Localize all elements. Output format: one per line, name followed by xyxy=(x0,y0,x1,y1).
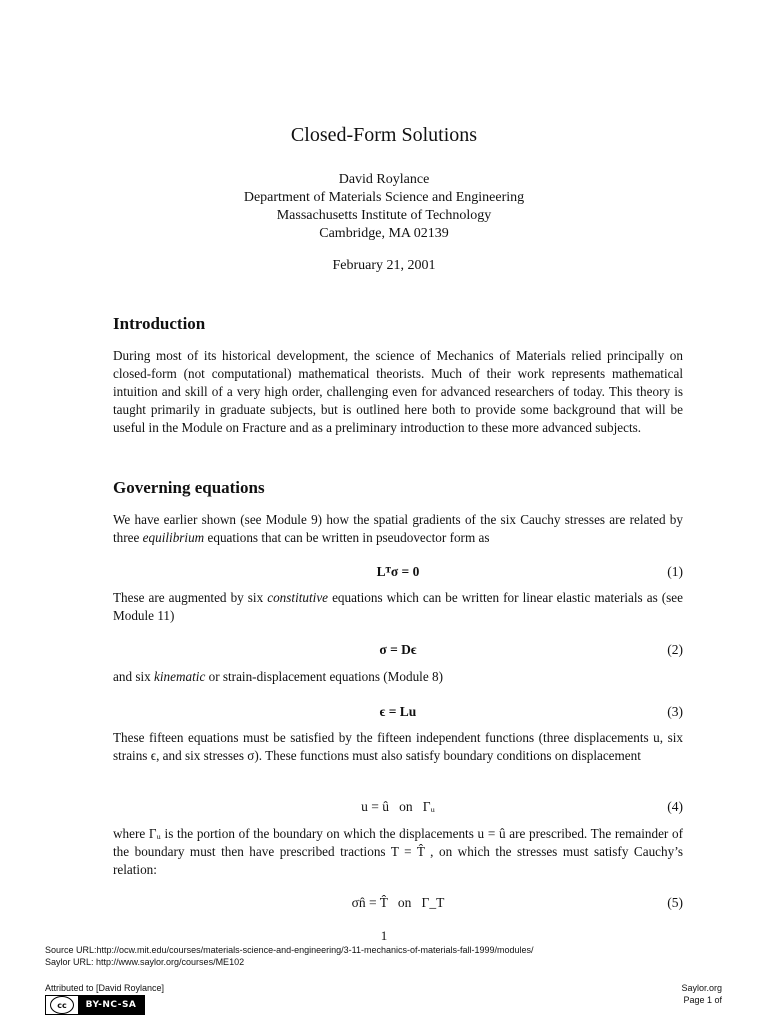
equation-3 xyxy=(113,704,683,722)
section-heading-governing: Governing equations xyxy=(113,478,265,497)
equation-3-expression: ϵ = Lu xyxy=(379,704,417,719)
section-heading-introduction: Introduction xyxy=(113,314,206,333)
equation-5-expression: σn̂ = T̂ on Γ_T xyxy=(351,895,445,910)
governing-paragraph-5: where Γᵤ is the portion of the boundary on which the displacements u = û are prescribed. The remainder of the boundary must then have prescribed tractions T = T̂ , on which the stresses must satisfy Cauchy’s relation: xyxy=(113,826,683,877)
equation-2 xyxy=(113,642,683,660)
page-of-label: Page 1 of xyxy=(683,995,722,1005)
paper-date: February 21, 2001 xyxy=(332,258,436,273)
equation-1-number: (1) xyxy=(667,564,683,579)
equation-4-expression: u = û on Γᵤ xyxy=(361,799,435,814)
page-number: 1 xyxy=(380,928,388,943)
equation-3-number: (3) xyxy=(667,704,683,719)
saylor-url[interactable]: Saylor URL: http://www.saylor.org/courses/ME102 xyxy=(45,957,245,967)
author-block xyxy=(0,171,768,243)
introduction-paragraph: During most of its historical development, the science of Mechanics of Materials relied principally on closed-form (not computational) mathematical theorists. Much of their work represents mathematical intuition and skill of a very high order, challenging even for advanced researchers of today. This theory is taught primarily in graduate subjects, but is outlined here both to provide some background that will be useful in the Module on Fracture and as a preliminary introduction to these more advanced subjects. xyxy=(113,348,683,435)
governing-paragraph-4: These fifteen equations must be satisfied by the fifteen independent functions (three displacements u, six strains ϵ, and six stresses σ). These functions must also satisfy boundary conditions on displacement xyxy=(113,730,683,763)
equation-4-number: (4) xyxy=(667,799,683,814)
equation-2-number: (2) xyxy=(667,642,683,657)
creative-commons-icon: cc xyxy=(50,996,74,1014)
author-department: Department of Materials Science and Engineering xyxy=(243,190,525,205)
paper-title: Closed-Form Solutions xyxy=(290,124,478,146)
attribution-text: Attributed to [David Roylance] xyxy=(45,983,165,993)
governing-paragraph-3: and six kinematic or strain-displacement equations (Module 8) xyxy=(113,669,443,684)
governing-paragraph-1: We have earlier shown (see Module 9) how the spatial gradients of the six Cauchy stresses are related by three equilibrium equations that can be written in pseudovector form as xyxy=(113,512,683,545)
equation-5-number: (5) xyxy=(667,895,683,910)
license-label: BY-NC-SA xyxy=(78,996,144,1014)
author-address: Cambridge, MA 02139 xyxy=(319,226,449,241)
footer-urls xyxy=(45,944,534,968)
author-name: David Roylance xyxy=(338,172,430,187)
equation-4 xyxy=(113,799,683,817)
saylor-site-label: Saylor.org xyxy=(681,983,722,993)
equation-2-expression: σ = Dϵ xyxy=(379,642,417,657)
equation-1 xyxy=(113,564,683,582)
footer-right xyxy=(681,982,722,1006)
equation-1-expression: Lᵀσ = 0 xyxy=(376,564,420,579)
governing-paragraph-2: These are augmented by six constitutive equations which can be written for linear elastic materials as (see Module 11) xyxy=(113,590,683,623)
equation-5 xyxy=(113,895,683,913)
author-institution: Massachusetts Institute of Technology xyxy=(276,208,492,223)
cc-license-badge[interactable] xyxy=(45,995,145,1015)
source-url[interactable]: Source URL:http://ocw.mit.edu/courses/materials-science-and-engineering/3-11-mechanics-of-materials-fall-1999/modules/ xyxy=(45,945,534,955)
